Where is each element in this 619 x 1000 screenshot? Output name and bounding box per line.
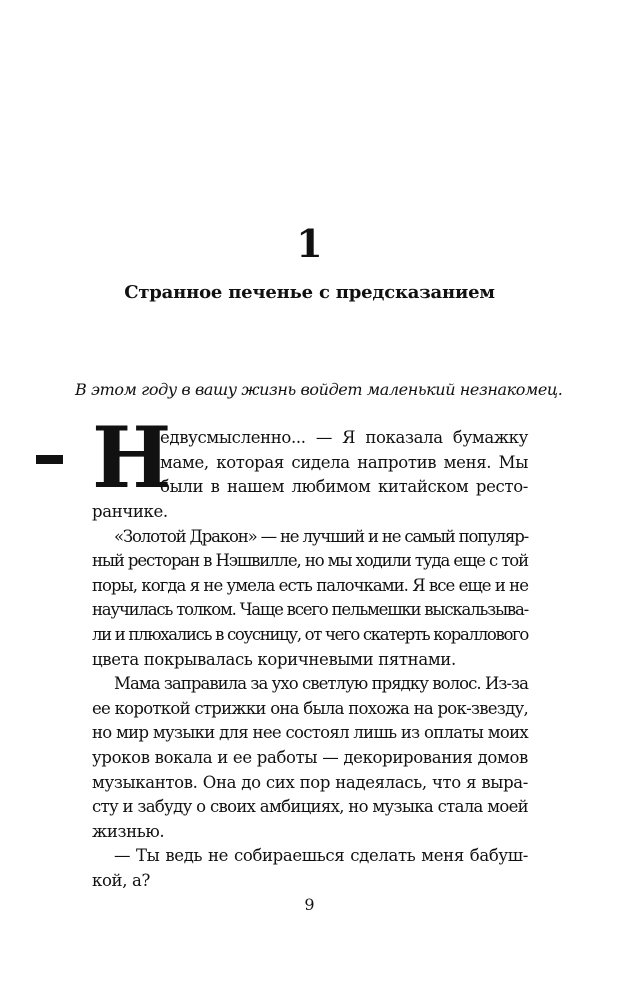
text-line: поры, когда я не умела есть палочками. Я все еще и не <box>92 575 528 595</box>
dropcap-dash <box>36 455 63 464</box>
text-line: кой, а? <box>92 870 150 890</box>
text-line: сту и забуду о своих амбициях, но музыка стала моей <box>92 797 528 817</box>
text-line: Мама заправила за ухо светлую прядку волос. Из-за <box>114 674 528 694</box>
text-line: — Ты ведь не собираешься сделать меня бабуш- <box>114 846 528 866</box>
epigraph: В этом году в вашу жизнь войдет маленький незнакомец. <box>75 380 563 399</box>
text-line: ный ресторан в Нэшвилле, но мы ходили туда еще с той <box>92 551 528 571</box>
text-line: были в нашем любимом китайском ресто- <box>160 477 528 497</box>
text-line: уроков вокала и ее работы — декорирования домов <box>92 747 528 767</box>
text-line: маме, которая сидела напротив меня. Мы <box>160 452 528 472</box>
text-line: ли и плюхались в соусницу, от чего скатерть кораллового <box>92 624 528 644</box>
dropcap-paragraph <box>160 426 528 500</box>
text-line: цвета покрывалась коричневыми пятнами. <box>92 649 456 669</box>
page-number: 9 <box>304 895 315 914</box>
text-line: жизнью. <box>92 821 165 841</box>
text-line: научилась толком. Чаще всего пельмешки выскальзыва- <box>92 600 528 620</box>
text-line: музыкантов. Она до сих пор надеялась, что я выра- <box>92 772 528 792</box>
text-line: ее короткой стрижки она была похожа на рок-звезду, <box>92 698 528 718</box>
text-line: но мир музыки для нее состоял лишь из оплаты моих <box>92 723 528 743</box>
text-line: ранчике. <box>92 502 168 521</box>
chapter-number: 1 <box>296 221 323 266</box>
text-line: едвусмысленно... — Я показала бумажку <box>160 428 528 447</box>
body-text <box>92 500 528 894</box>
dropcap-letter: Н <box>92 408 172 507</box>
text-line: «Золотой Дракон» — не лучший и не самый популяр- <box>114 526 528 546</box>
chapter-title: Странное печенье с предсказанием <box>124 282 495 303</box>
